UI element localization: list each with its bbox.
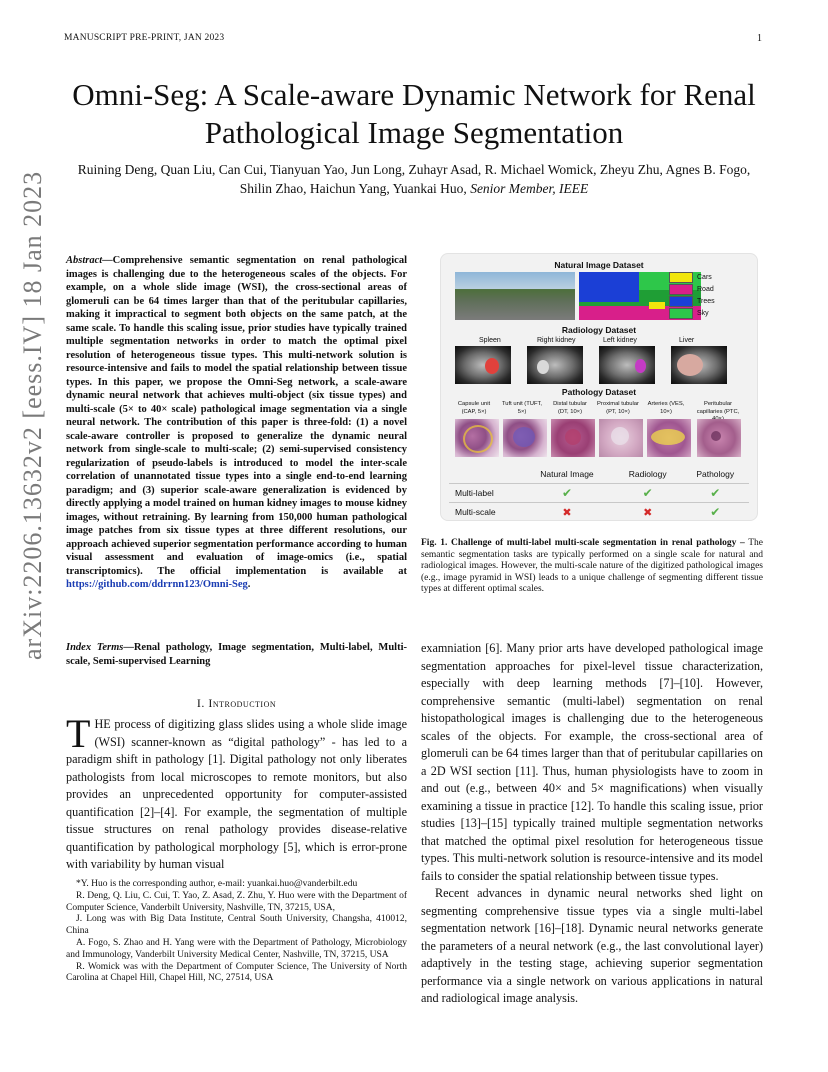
footnote: *Y. Huo is the corresponding author, e-mail: yuankai.huo@vanderbilt.edu <box>76 879 358 889</box>
right-column-body <box>421 640 763 1008</box>
ct-scan-liver <box>671 346 727 384</box>
cross-icon: ✖ <box>520 503 614 522</box>
check-icon: ✔ <box>681 503 749 522</box>
page-number: 1 <box>757 33 762 44</box>
caption-text: The semantic segmentation tasks are typically performed on a single scale for natural and radiological images. However, the multi-scale nature of the digitized pathological images (e.g., image pyramid in WSI) leads to a unique challenge of segmenting different tissue types at different optimal scales. <box>421 538 763 594</box>
pathology-patch-pt <box>599 419 643 457</box>
abstract-lead: Abstract <box>66 255 103 266</box>
tuft-mask <box>513 427 535 447</box>
legend-item <box>669 307 715 319</box>
ct-scan-right-kidney <box>527 346 583 384</box>
pathology-label: Tuft unit (TUFT, 5×) <box>501 401 543 415</box>
footnotes <box>66 879 407 985</box>
abstract-text: —Comprehensive semantic segmentation on renal pathological images is challenging due to the heterogeneous scales of the objects. For example, on a whole slide image (WSI), the cross-sectional areas of glomeruli can be 64 times larger than that of the peritubular capillaries, making it impractical to segment both objects on the same patch, at the same scale. To handle this scaling issue, prior studies have typically trained multiple segmentation networks in order to match the optimal pixel resolution of heterogeneous tissue types. This multi-network solution is resource-intensive and fails to model the spatial relationship between tissue types. In this paper, we propose the Omni-Seg network, a scale-aware dynamic neural network that achieves multi-object (six tissue types) and multi-scale (5× to 40× scale) pathological image segmentation via a single neural network. The contribution of this paper is three-fold: (1) a novel scale-aware controller is proposed to generalize the dynamic neural network from single-scale to multi-scale; (2) semi-supervised consistency regularization of pseudo-labels is introduced to model the inter-scale correlation of unannotated tissue types into a single end-to-end learning paradigm; and (3) superior scale-aware generalization is evidenced by directly applying a model trained on human kidney images to mouse kidney images, without retraining. By learning from 150,000 human pathological image patches from six tissue types at three different resolutions, our approach achieved superior segmentation performance according to human visual assessment and evaluation of image-omics (i.e., spatial transcriptomics). The official implementation is available at <box>66 255 407 577</box>
running-header: MANUSCRIPT PRE-PRINT, JAN 2023 <box>64 33 225 43</box>
legend-swatch <box>669 272 693 283</box>
abstract <box>66 254 407 592</box>
check-icon: ✔ <box>681 484 749 503</box>
index-terms-lead: Index Terms <box>66 642 124 653</box>
figure-caption <box>421 538 763 596</box>
footnote: R. Womick was with the Department of Computer Science, The University of North Carolina at Chapel Hill, Chapel Hill, NC, 27514, USA <box>66 961 407 984</box>
table-header: Radiology <box>628 469 667 479</box>
ves-mask <box>651 429 685 445</box>
footnote: R. Deng, Q. Liu, C. Cui, T. Yao, Z. Asad, Z. Zhu, Y. Huo were with the Department of Computer Science, Vanderbilt University, Nashville, TN, 37215, USA, <box>66 890 407 913</box>
table-corner <box>449 465 520 484</box>
pathology-patch-ptc <box>697 419 741 457</box>
body-paragraph: Recent advances in dynamic neural networks shed light on segmenting comprehensive tissue types via a single multi-label segmentation network [16]–[18]. Dynamic neural networks generate the parameters of a neural network (e.g., the last convolutional layer) adaptively in the testing stage, achieving superior segmentation performance via a single network on various applications in natural and radiological image analysis. <box>421 886 763 1005</box>
dt-mask <box>565 429 581 445</box>
intro-paragraph <box>66 711 407 874</box>
table-header-row <box>449 465 749 484</box>
footnote: A. Fogo, S. Zhao and H. Yang were with the Department of Pathology, Microbiology and Immunology, Vanderbilt University Medical Center, Nashville, TN, 37215, USA <box>66 937 407 960</box>
pathology-label: Arteries (VES, 10×) <box>647 401 685 415</box>
abstract-end: . <box>247 579 251 590</box>
table-row <box>449 484 749 503</box>
row-label: Multi-label <box>449 484 520 503</box>
capability-table <box>449 465 749 521</box>
right-kidney-mask <box>537 360 549 374</box>
pathology-dataset-heading: Pathology Dataset <box>561 387 637 397</box>
radiology-label: Liver <box>679 337 695 344</box>
legend-label: Sky <box>697 309 709 317</box>
pathology-label: Distal tubular (DT, 10×) <box>553 401 587 415</box>
footnote: J. Long was with Big Data Institute, Central South University, Changsha, 410012, China <box>66 914 407 937</box>
cross-icon: ✖ <box>614 503 682 522</box>
pathology-label: Capsule unit (CAP, 5×) <box>457 401 491 415</box>
spleen-mask <box>485 358 499 374</box>
figure-1 <box>440 253 758 521</box>
legend-swatch <box>669 284 693 295</box>
caption-bold: Challenge of multi-label multi-scale segmentation in renal pathology – <box>450 538 745 548</box>
check-icon: ✔ <box>614 484 682 503</box>
table-row <box>449 503 749 522</box>
radiology-label: Right kidney <box>537 337 576 344</box>
pathology-patch-dt <box>551 419 595 457</box>
legend-swatch <box>669 296 693 307</box>
natural-image-photo <box>455 272 575 320</box>
ct-scan-left-kidney <box>599 346 655 384</box>
radiology-label: Spleen <box>479 337 501 344</box>
pathology-label: Peritubular capillaries (PTC, <box>696 401 740 415</box>
legend-label: Cars <box>697 273 712 281</box>
table-header: Pathology <box>696 469 735 479</box>
pathology-patch-cap <box>455 419 499 457</box>
radiology-label: Left kidney <box>603 337 637 344</box>
row-label: Multi-scale <box>449 503 520 522</box>
table-header: Natural Image <box>540 469 594 479</box>
legend-item <box>669 271 715 283</box>
pathology-patch-tuft <box>503 419 547 457</box>
figure-label: Fig. 1. <box>421 538 448 548</box>
pathology-patch-ves <box>647 419 691 457</box>
author-list <box>60 160 768 198</box>
legend-swatch <box>669 308 693 319</box>
radiology-dataset-heading: Radiology Dataset <box>561 325 637 335</box>
pathology-label: Proximal tubular (PT, 10×) <box>597 401 639 415</box>
body-paragraph: examniation [6]. Many prior arts have developed pathological image segmentation approaches for pixel-level tissue characterization, especially with deep learning methods [7]–[10]. However, comprehensive semantic (multi-label) segmentation on renal histopathological images is challenging due to the heterogeneous scales of the objects. For example, the cross-sectional area of glomeruli can be 64 times larger than that of peritubular capillaries on a 2D WSI section [11]. Thus, human physiologists have to zoom in and out (e.g., between 40× and 5× magnifications) when visually examining a tissue in practice [12]. To handle this scaling issue, prior studies [13]–[15] typically trained multiple segmentation networks that matched the optimal pixel resolution for heterogeneous tissue types. This multi-network solution is resource-intensive and its model fails to consider the spatial relationship between tissue types. <box>421 641 763 883</box>
arxiv-stamp: arXiv:2206.13632v2 [eess.IV] 18 Jan 2023 <box>18 170 47 660</box>
legend-item <box>669 295 715 307</box>
legend-label: Road <box>697 285 714 293</box>
left-kidney-mask <box>635 359 646 373</box>
paper-title: Omni-Seg: A Scale-aware Dynamic Network for Renal Pathological Image Segmentation <box>72 77 756 150</box>
legend-item <box>669 283 715 295</box>
author-names: Ruining Deng, Quan Liu, Can Cui, Tianyuan Yao, Jun Long, Zuhayr Asad, R. Michael Womick, Zheyu Zhu, Agnes B. Fogo, Shilin Zhao, Haichun Yang, Yuankai Huo, <box>77 162 751 196</box>
cap-mask <box>463 425 493 453</box>
check-icon: ✔ <box>520 484 614 503</box>
drop-cap: T <box>66 711 91 756</box>
liver-mask <box>677 354 703 376</box>
intro-text: HE process of digitizing glass slides using a whole slide image (WSI) scanner-known as “digital pathology” - has led to a paradigm shift in pathology [1]. Digital pathology not only liberates pathologists from local microscopes to remote monitors, but also provides an unprecedented opportunity for computer-assisted quantification [2]–[4]. For example, the segmentation of multiple tissue structures on renal pathology provides disease-relative quantification by pathological morphology [5], which is error-prone with variability by human visual <box>66 717 407 871</box>
author-membership: Senior Member, IEEE <box>470 181 589 196</box>
cars-region <box>649 302 665 309</box>
index-terms <box>66 641 407 668</box>
natural-dataset-heading: Natural Image Dataset <box>554 260 644 270</box>
index-terms-text: —Renal pathology, Image segmentation, Multi-label, Multi-scale, Semi-supervised Learning <box>66 642 407 667</box>
pt-mask <box>611 427 629 445</box>
section-heading <box>66 696 407 711</box>
legend-label: Trees <box>697 297 715 305</box>
code-link[interactable]: https://github.com/ddrrnn123/Omni-Seg <box>66 579 248 590</box>
trees-region <box>579 272 639 302</box>
section-number: I. <box>196 696 205 710</box>
natural-legend <box>669 271 715 319</box>
ptc-mask <box>711 431 721 441</box>
ct-scan-spleen <box>455 346 511 384</box>
section-title: Introduction <box>208 696 277 710</box>
